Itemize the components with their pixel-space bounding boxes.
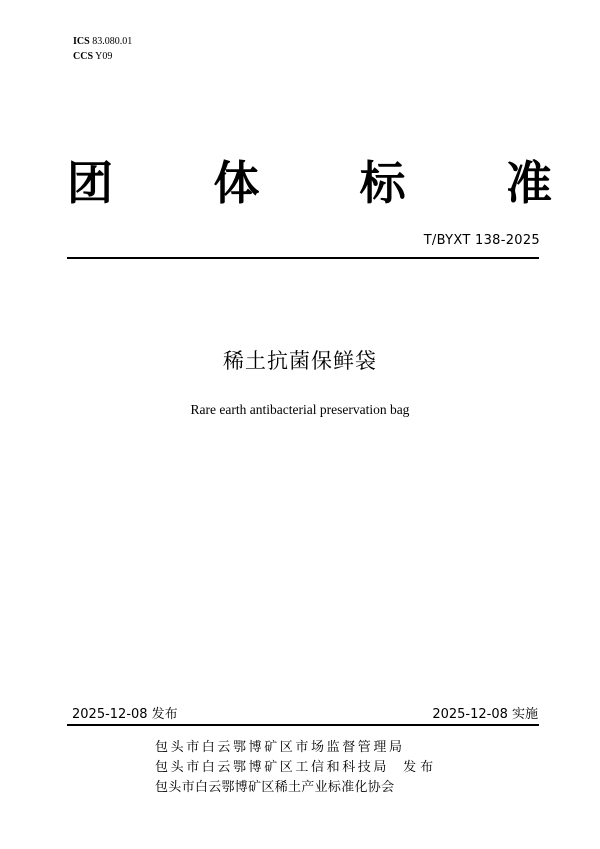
ics-label: ICS	[73, 36, 90, 47]
ccs-code	[73, 49, 132, 64]
issuer-name: 包头市白云鄂博矿区市场监督管理局	[155, 740, 405, 755]
issuer-row	[155, 738, 437, 758]
ccs-value: Y09	[95, 51, 113, 62]
issue-label: 发布	[403, 760, 438, 775]
issuer-row	[155, 758, 437, 778]
implementation-date: 2025-12-08 实施	[432, 707, 538, 722]
doc-type-char: 体	[213, 156, 260, 210]
top-divider	[67, 257, 539, 259]
ccs-label: CCS	[73, 51, 94, 62]
issuer-name: 包头市白云鄂博矿区工信和科技局	[155, 760, 390, 775]
document-type-heading	[67, 153, 552, 213]
issuer-name: 包头市白云鄂博矿区稀土产业标准化协会	[155, 780, 395, 795]
doc-type-char: 准	[505, 156, 552, 210]
issuer-row	[155, 778, 437, 798]
title-english: Rare earth antibacterial preservation bag	[190, 402, 410, 417]
doc-type-char: 标	[359, 156, 406, 210]
bottom-divider	[67, 724, 539, 726]
ics-code	[73, 34, 132, 49]
classification-codes	[73, 34, 132, 64]
issuing-organizations	[155, 738, 437, 798]
ics-value: 83.080.01	[92, 36, 133, 47]
title-chinese: 稀土抗菌保鲜袋	[223, 349, 377, 373]
standard-number: T/BYXT 138-2025	[423, 233, 540, 248]
doc-type-char: 团	[67, 156, 113, 210]
issue-date: 2025-12-08 发布	[72, 707, 178, 722]
